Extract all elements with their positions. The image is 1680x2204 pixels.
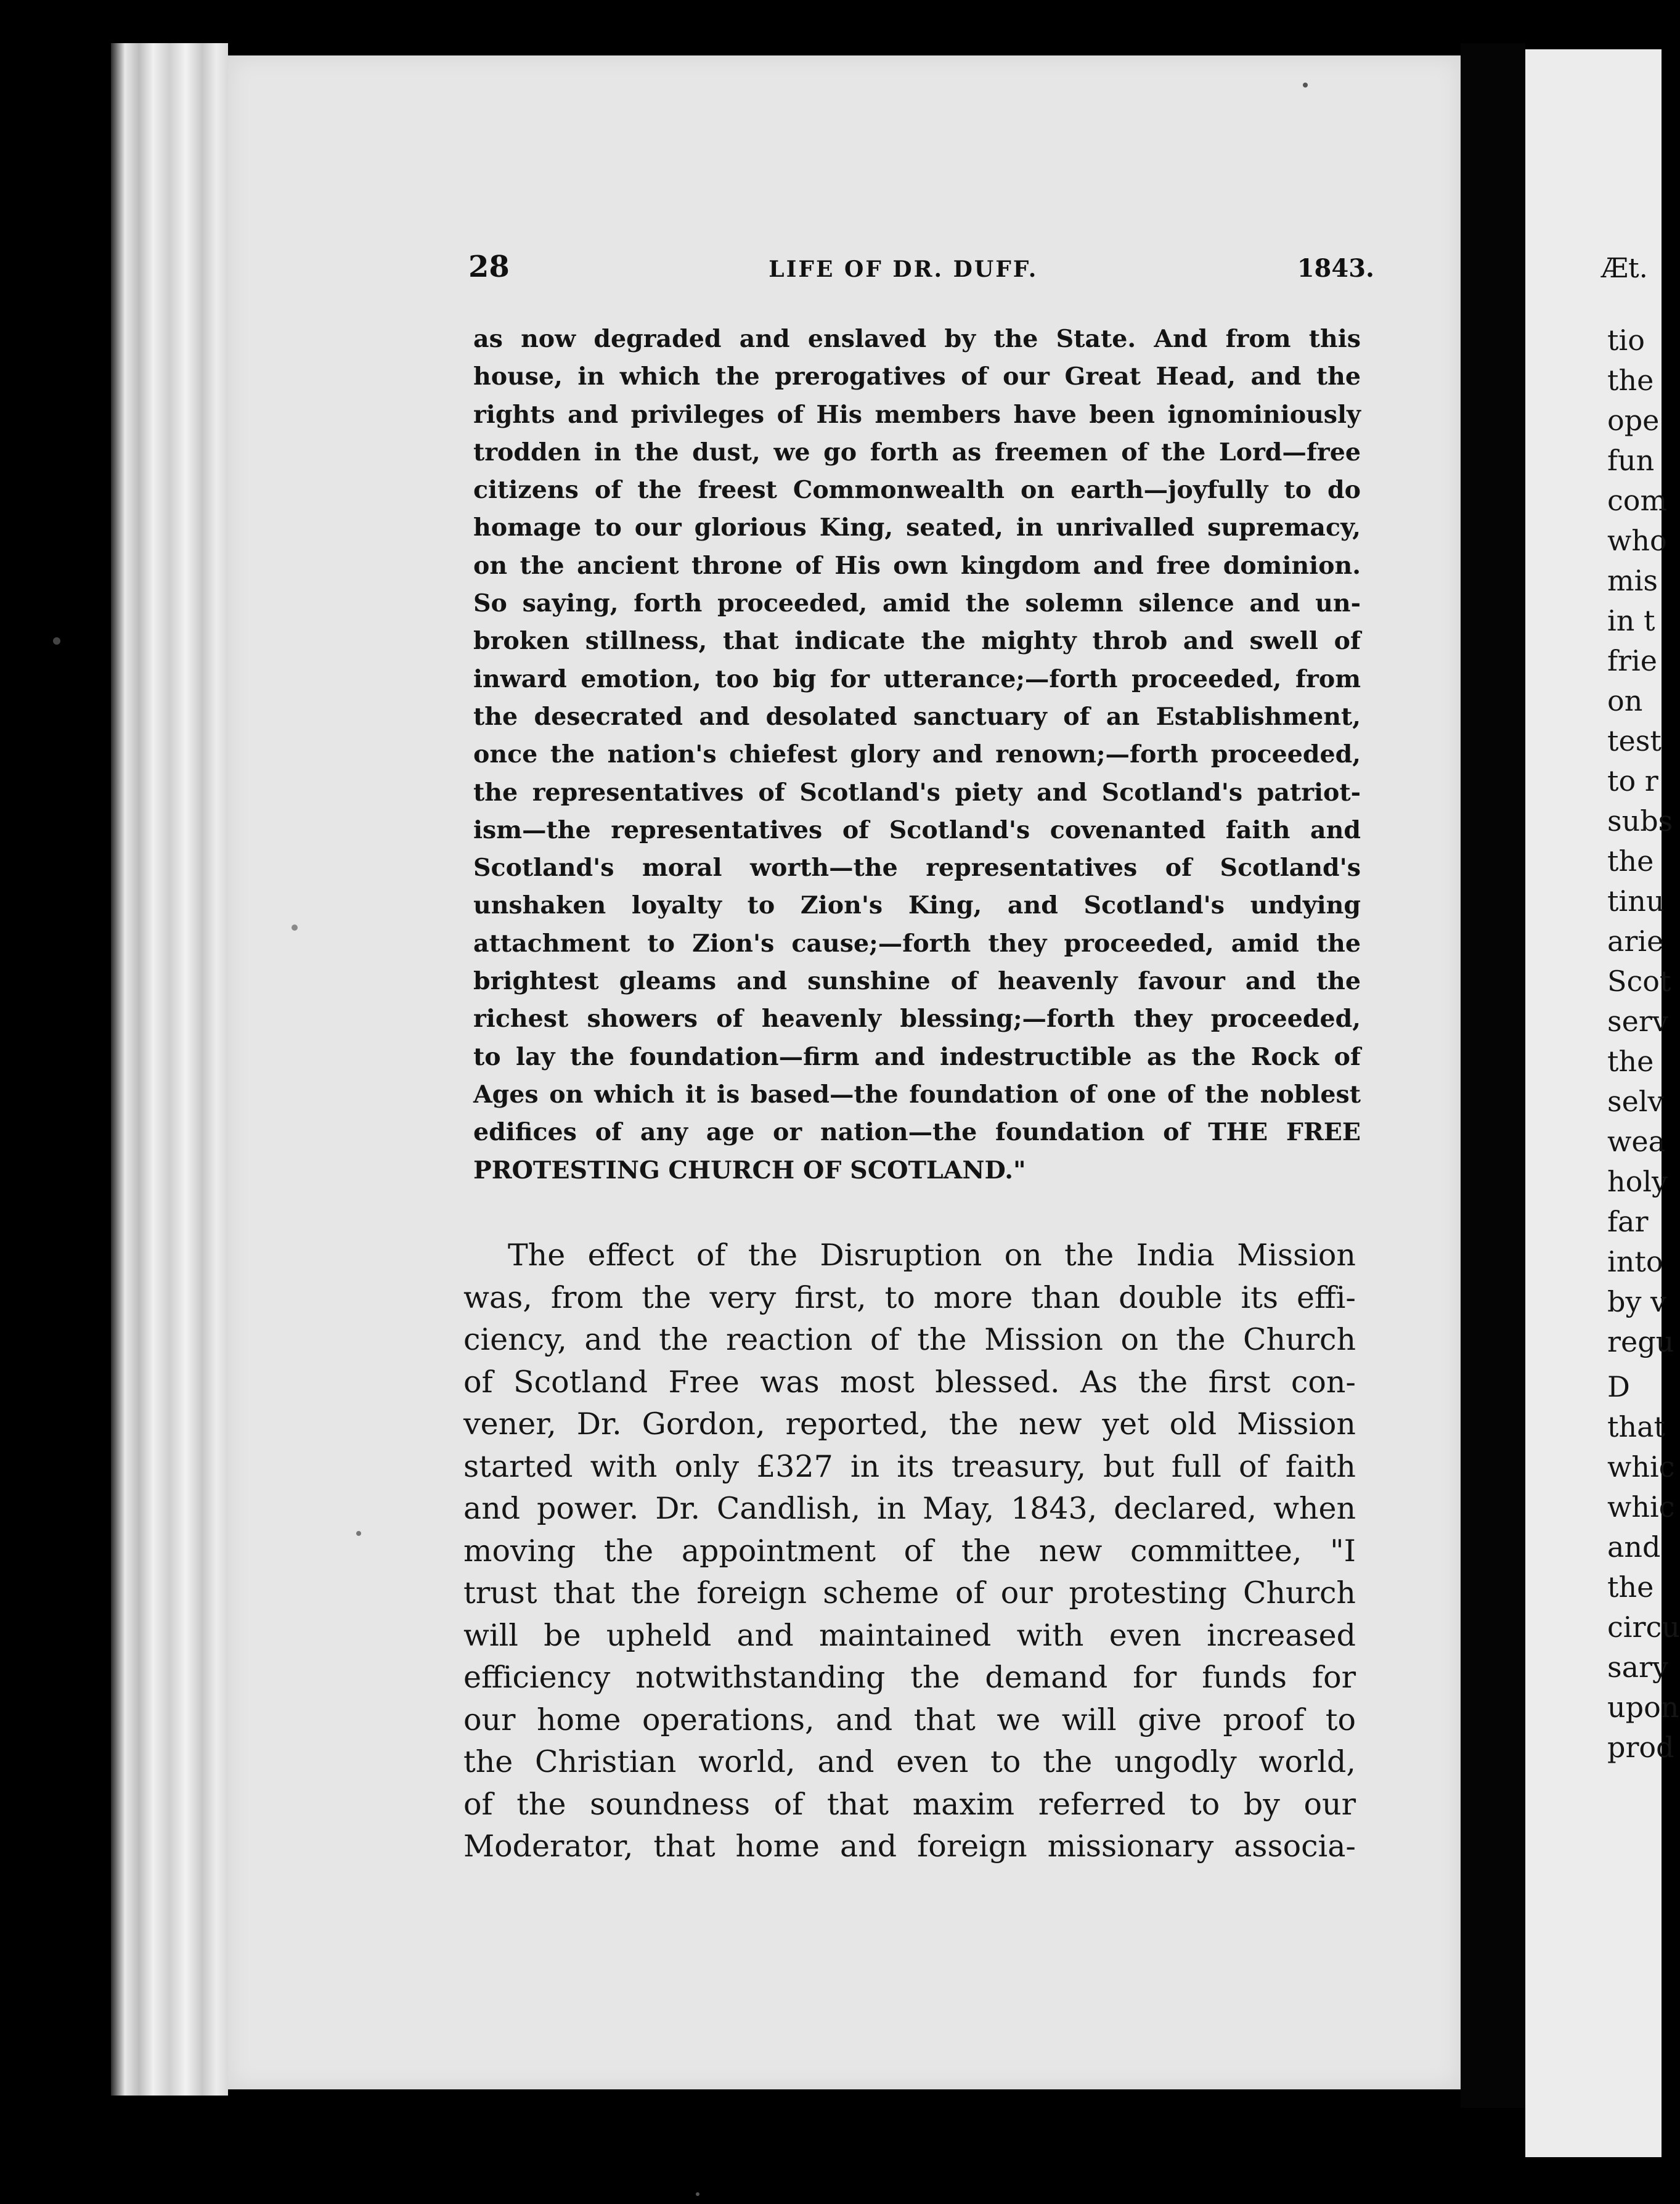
text-line: was, from the very first, to more than double its effi- [463, 1280, 1356, 1315]
right-page-line-fragment: subs [1607, 804, 1673, 838]
text-line: Moderator, that home and foreign missionary associa- [463, 1829, 1356, 1864]
page-number: 28 [468, 250, 510, 284]
right-page-line-fragment: circu [1607, 1610, 1680, 1644]
right-page-line-fragment: fun [1607, 444, 1655, 477]
right-page-line-fragment: holy [1607, 1165, 1668, 1198]
right-page-line-fragment: serv [1607, 1005, 1668, 1038]
running-year: 1843. [1297, 254, 1374, 283]
right-page-line-fragment: far [1607, 1205, 1649, 1238]
right-page-line-fragment: into [1607, 1245, 1663, 1278]
running-title: LIFE OF DR. DUFF. [769, 256, 1038, 282]
right-page-line-fragment: by v [1607, 1285, 1667, 1318]
right-page-line-fragment: tio [1607, 324, 1645, 357]
text-line: homage to our glorious King, seated, in unrivalled supremacy, [473, 513, 1361, 542]
text-line: Scotland's moral worth—the representatives of Scotland's [473, 854, 1361, 883]
text-line: vener, Dr. Gordon, reported, the new yet old Mission [463, 1406, 1356, 1442]
right-page-line-fragment: Scot [1607, 965, 1671, 998]
right-page-line-fragment: D [1607, 1370, 1630, 1403]
right-page-line-fragment: mis [1607, 564, 1658, 597]
right-page-line-fragment: the [1607, 844, 1654, 878]
text-line: of the soundness of that maxim referred to by our [463, 1786, 1356, 1822]
right-page-line-fragment: sary [1607, 1651, 1669, 1684]
text-line: The effect of the Disruption on the India Mission [508, 1238, 1356, 1273]
text-line: trust that the foreign scheme of our protesting Church [463, 1575, 1356, 1610]
right-page-line-fragment: wea [1607, 1125, 1666, 1158]
text-line: will be upheld and maintained with even increased [463, 1617, 1356, 1653]
right-page-line-fragment: the [1607, 1045, 1654, 1078]
right-page-line-fragment: upon [1607, 1691, 1679, 1724]
text-line: richest showers of heavenly blessing;—forth they proceeded, [473, 1005, 1361, 1034]
text-line: the Christian world, and even to the ungodly world, [463, 1744, 1356, 1779]
text-line: rights and privileges of His members have been ignominiously [473, 400, 1361, 429]
text-line: ism—the representatives of Scotland's covenanted faith and [473, 815, 1361, 844]
text-line: house, in which the prerogatives of our Great Head, and the [473, 362, 1361, 391]
text-line: ciency, and the reaction of the Mission on the Church [463, 1322, 1356, 1357]
right-page-line-fragment: frie [1607, 644, 1657, 677]
text-line: as now degraded and enslaved by the State. And from this [473, 325, 1361, 353]
right-page-line-fragment: and [1607, 1530, 1661, 1564]
right-page-line-fragment: whic [1607, 1450, 1675, 1484]
right-page-line-fragment: whic [1607, 1490, 1675, 1524]
right-page-line-fragment: ope [1607, 404, 1660, 437]
right-page-line-fragment: the [1607, 364, 1654, 397]
right-page-line-fragment: prod [1607, 1731, 1674, 1764]
right-page-line-fragment: tinu [1607, 884, 1665, 918]
right-page-line-fragment: to r [1607, 764, 1658, 798]
right-page-line-fragment: regu [1607, 1325, 1674, 1358]
right-page-line-fragment: arie [1607, 924, 1664, 958]
text-line: started with only £327 in its treasury, but full of faith [463, 1448, 1356, 1484]
text-line: once the nation's chiefest glory and renown;—forth proceeded, [473, 740, 1361, 769]
text-line: unshaken loyalty to Zion's King, and Scotland's undying [473, 891, 1361, 920]
text-line: on the ancient throne of His own kingdom and free dominion. [473, 551, 1361, 580]
text-line: Ages on which it is based—the foundation of one of the noblest [473, 1080, 1361, 1109]
text-line: brightest gleams and sunshine of heavenly favour and the [473, 967, 1361, 996]
text-line: the desecrated and desolated sanctuary of an Establishment, [473, 702, 1361, 731]
text-line: PROTESTING CHURCH OF SCOTLAND." [473, 1156, 1026, 1185]
right-page-line-fragment: who [1607, 524, 1667, 557]
text-line: trodden in the dust, we go forth as freemen of the Lord—free [473, 438, 1361, 467]
text-line: broken stillness, that indicate the mighty throb and swell of [473, 627, 1361, 656]
right-page-line-fragment: in t [1607, 604, 1655, 637]
right-page-line-fragment: on [1607, 684, 1643, 717]
text-line: edifices of any age or nation—the foundation of THE FREE [473, 1118, 1361, 1147]
text-line: citizens of the freest Commonwealth on earth—joyfully to do [473, 476, 1361, 505]
text-line: of Scotland Free was most blessed. As the first con- [463, 1364, 1356, 1400]
text-line: attachment to Zion's cause;—forth they proceeded, amid the [473, 929, 1361, 958]
right-page-line-fragment: the [1607, 1570, 1654, 1604]
right-page-running-head: Æt. [1601, 253, 1648, 284]
text-line: efficiency notwithstanding the demand for funds for [463, 1660, 1356, 1695]
right-page-line-fragment: that [1607, 1410, 1666, 1443]
text-line: the representatives of Scotland's piety and Scotland's patriot- [473, 778, 1361, 807]
right-page-line-fragment: selv [1607, 1085, 1664, 1118]
right-page-line-fragment: com [1607, 484, 1668, 517]
right-page-line-fragment: test [1607, 724, 1662, 757]
text-line: moving the appointment of the new committee, "I [463, 1533, 1356, 1569]
text-line: So saying, forth proceeded, amid the solemn silence and un- [473, 589, 1361, 618]
text-line: our home operations, and that we will give proof to [463, 1702, 1356, 1737]
text-line: inward emotion, too big for utterance;—forth proceeded, from [473, 664, 1361, 693]
text-line: and power. Dr. Candlish, in May, 1843, declared, when [463, 1491, 1356, 1526]
text-line: to lay the foundation—firm and indestructible as the Rock of [473, 1042, 1361, 1071]
